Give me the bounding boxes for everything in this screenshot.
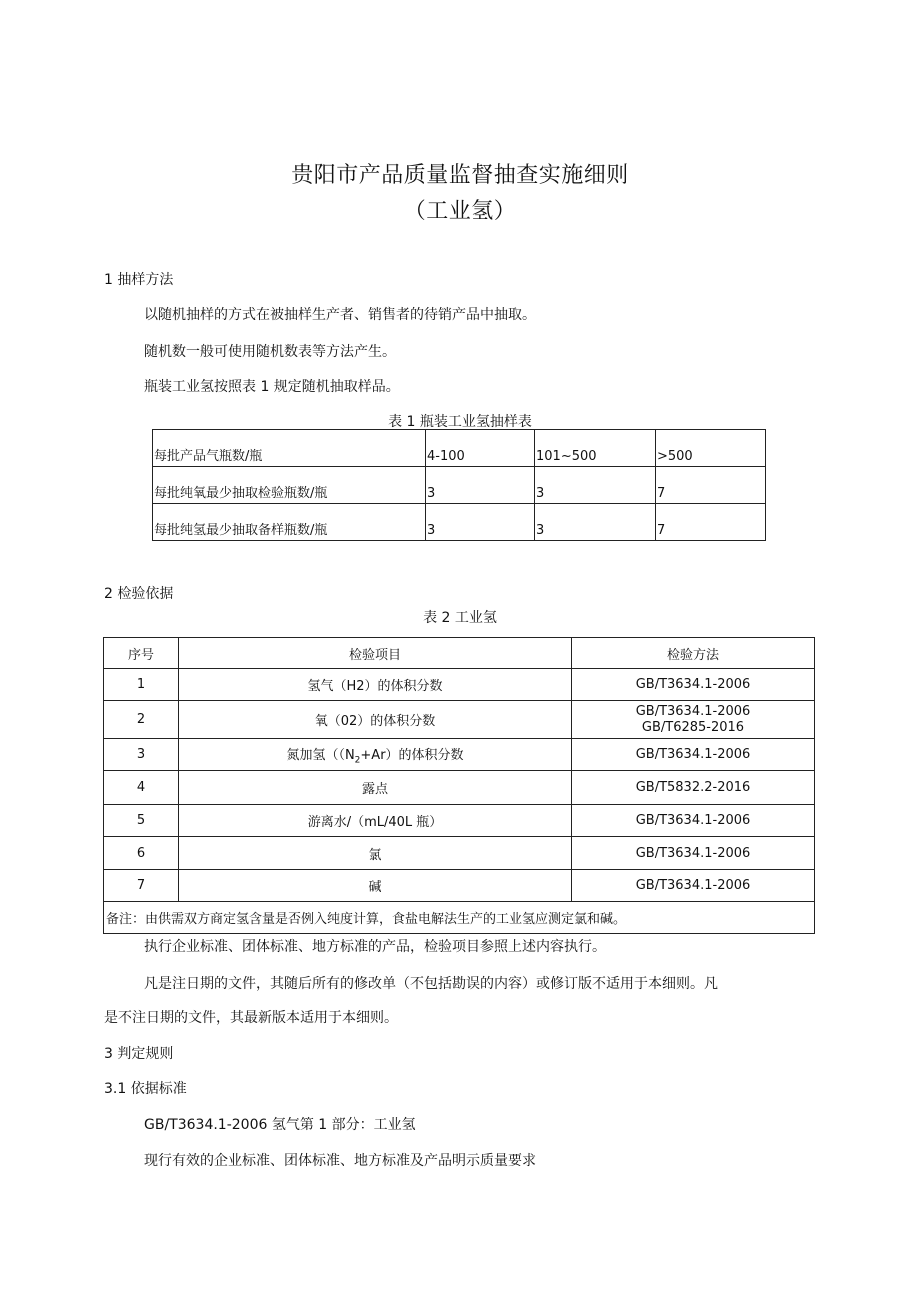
test-item: 氯 [179,837,572,870]
test-item: 氧（02）的体积分数 [179,701,572,739]
table-note-row [104,902,815,934]
test-method: GB/T5832.2-2016 [572,771,815,805]
section-3-paragraph-1: GB/T3634.1-2006 氢气第 1 部分：工业氢 [144,1117,416,1133]
table-header-row [104,638,815,669]
table-note: 备注：由供需双方商定氢含量是否例入纯度计算，食盐电解法生产的工业氢应测定氯和碱。 [104,902,815,934]
document-subtitle: （工业氢） [403,199,517,224]
table-cell: 每批纯氢最少抽取备样瓶数/瓶 [153,504,426,541]
table-cell: 3 [535,467,656,504]
section-1-heading: 1 抽样方法 [104,272,174,288]
test-method [572,701,815,739]
table-row [104,771,815,805]
section-3-heading: 3 判定规则 [104,1046,174,1062]
section-1-paragraph-3: 瓶装工业氢按照表 1 规定随机抽取样品。 [144,379,400,395]
subscript: 2 [354,755,361,766]
section-1-paragraph-1: 以随机抽样的方式在被抽样生产者、销售者的待销产品中抽取。 [144,307,536,323]
table-cell: 4-100 [426,430,535,467]
table-row [153,467,766,504]
table-row [104,669,815,701]
table-row [153,504,766,541]
inspection-table [103,637,815,934]
row-number: 7 [104,870,179,902]
table-cell: 3 [426,467,535,504]
test-method: GB/T3634.1-2006 [572,669,815,701]
section-3-paragraph-2: 现行有效的企业标准、团体标准、地方标准及产品明示质量要求 [144,1153,536,1169]
test-item: 露点 [179,771,572,805]
row-number: 6 [104,837,179,870]
test-item: 游离水/（mL/40L 瓶） [179,805,572,837]
row-number: 2 [104,701,179,739]
table-cell: 7 [656,504,766,541]
section-2-heading: 2 检验依据 [104,586,174,602]
test-method-line-2: GB/T6285-2016 [641,719,745,735]
test-method: GB/T3634.1-2006 [572,739,815,771]
table-cell: >500 [656,430,766,467]
table-row [104,837,815,870]
test-item: 氢气（H2）的体积分数 [179,669,572,701]
table-row [104,870,815,902]
test-item [179,739,572,771]
table-cell: 3 [535,504,656,541]
document-title: 贵阳市产品质量监督抽查实施细则 [291,163,629,188]
test-method: GB/T3634.1-2006 [572,837,815,870]
header-cell: 检验方法 [572,638,815,669]
table-row [104,701,815,739]
table-cell: 3 [426,504,535,541]
row-number: 5 [104,805,179,837]
table-row [153,430,766,467]
table-cell: 7 [656,467,766,504]
section-3-1-heading: 3.1 依据标准 [104,1081,187,1097]
row-number: 3 [104,739,179,771]
row-number: 1 [104,669,179,701]
test-item: 碱 [179,870,572,902]
table-cell: 101~500 [535,430,656,467]
table-cell: 每批纯氧最少抽取检验瓶数/瓶 [153,467,426,504]
after-table-paragraph-2-line-2: 是不注日期的文件，其最新版本适用于本细则。 [104,1010,398,1026]
table-2-caption: 表 2 工业氢 [423,610,497,626]
table-row [104,739,815,771]
table-cell: 每批产品气瓶数/瓶 [153,430,426,467]
after-table-paragraph-2-line-1: 凡是注日期的文件，其随后所有的修改单（不包括勘误的内容）或修订版不适用于本细则。凡 [144,976,718,992]
test-method: GB/T3634.1-2006 [572,870,815,902]
sampling-table [152,429,766,541]
header-cell: 序号 [104,638,179,669]
row-number: 4 [104,771,179,805]
test-method-line-1: GB/T3634.1-2006 [635,703,751,719]
table-row [104,805,815,837]
table-1-caption: 表 1 瓶装工业氢抽样表 [388,414,532,430]
header-cell: 检验项目 [179,638,572,669]
test-item-suffix: +Ar）的体积分数 [360,747,464,763]
section-1-paragraph-2: 随机数一般可使用随机数表等方法产生。 [144,344,396,360]
test-item-prefix: 氮加氢（（N [286,747,355,763]
test-method: GB/T3634.1-2006 [572,805,815,837]
after-table-paragraph-1: 执行企业标准、团体标准、地方标准的产品，检验项目参照上述内容执行。 [144,939,606,955]
